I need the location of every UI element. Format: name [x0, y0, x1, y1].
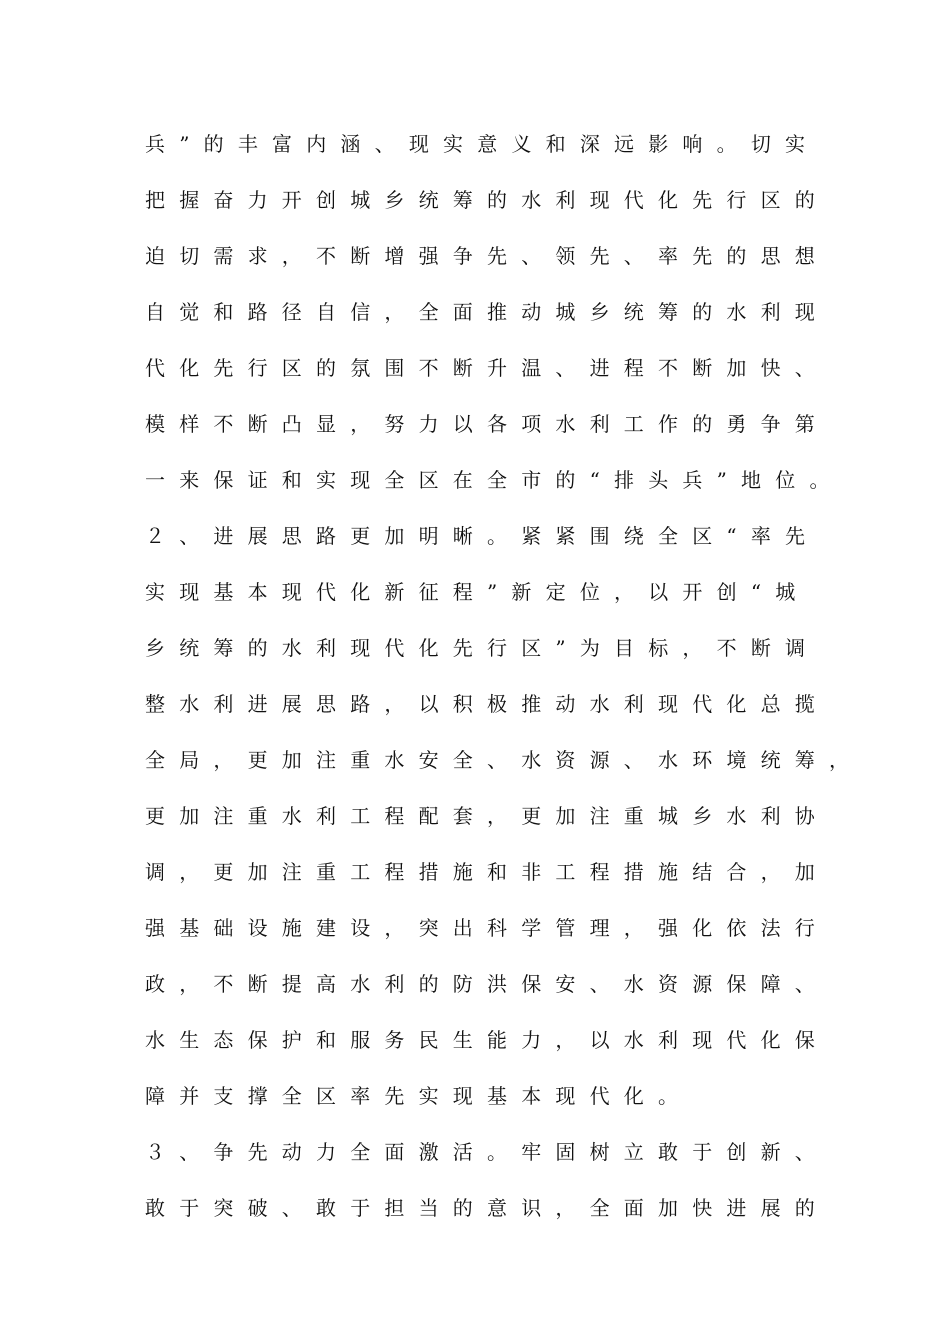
text-line: ２、进展思路更加明晰。紧紧围绕全区“率先 — [145, 524, 820, 548]
text-line: 全局，更加注重水安全、水资源、水环境统筹， — [145, 748, 864, 772]
text-line: 把握奋力开创城乡统筹的水利现代化先行区的 — [145, 188, 829, 212]
text-line: 整水利进展思路，以积极推动水利现代化总揽 — [145, 692, 829, 716]
text-line: 水生态保护和服务民生能力，以水利现代化保 — [145, 1028, 829, 1052]
text-line: 一来保证和实现全区在全市的“排头兵”地位。 — [145, 468, 844, 492]
text-line: 更加注重水利工程配套，更加注重城乡水利协 — [145, 804, 829, 828]
text-line: 障并支撑全区率先实现基本现代化。 — [145, 1084, 693, 1108]
text-line: 乡统筹的水利现代化先行区”为目标，不断调 — [145, 636, 820, 660]
text-line: 实现基本现代化新征程”新定位，以开创“城 — [145, 580, 810, 604]
text-line: 自觉和路径自信，全面推动城乡统筹的水利现 — [145, 300, 829, 324]
text-line: 敢于突破、敢于担当的意识，全面加快进展的 — [145, 1196, 829, 1220]
text-line: 调，更加注重工程措施和非工程措施结合，加 — [145, 860, 829, 884]
text-line: 政，不断提高水利的防洪保安、水资源保障、 — [145, 972, 829, 996]
text-line: ３、争先动力全面激活。牢固树立敢于创新、 — [145, 1140, 829, 1164]
text-line: 兵”的丰富内涵、现实意义和深远影响。切实 — [145, 132, 820, 156]
text-line: 代化先行区的氛围不断升温、进程不断加快、 — [145, 356, 829, 380]
text-line: 强基础设施建设，突出科学管理，强化依法行 — [145, 916, 829, 940]
body-text — [145, 128, 864, 1248]
text-line: 模样不断凸显，努力以各项水利工作的勇争第 — [145, 412, 829, 436]
text-line: 迫切需求，不断增强争先、领先、率先的思想 — [145, 244, 829, 268]
